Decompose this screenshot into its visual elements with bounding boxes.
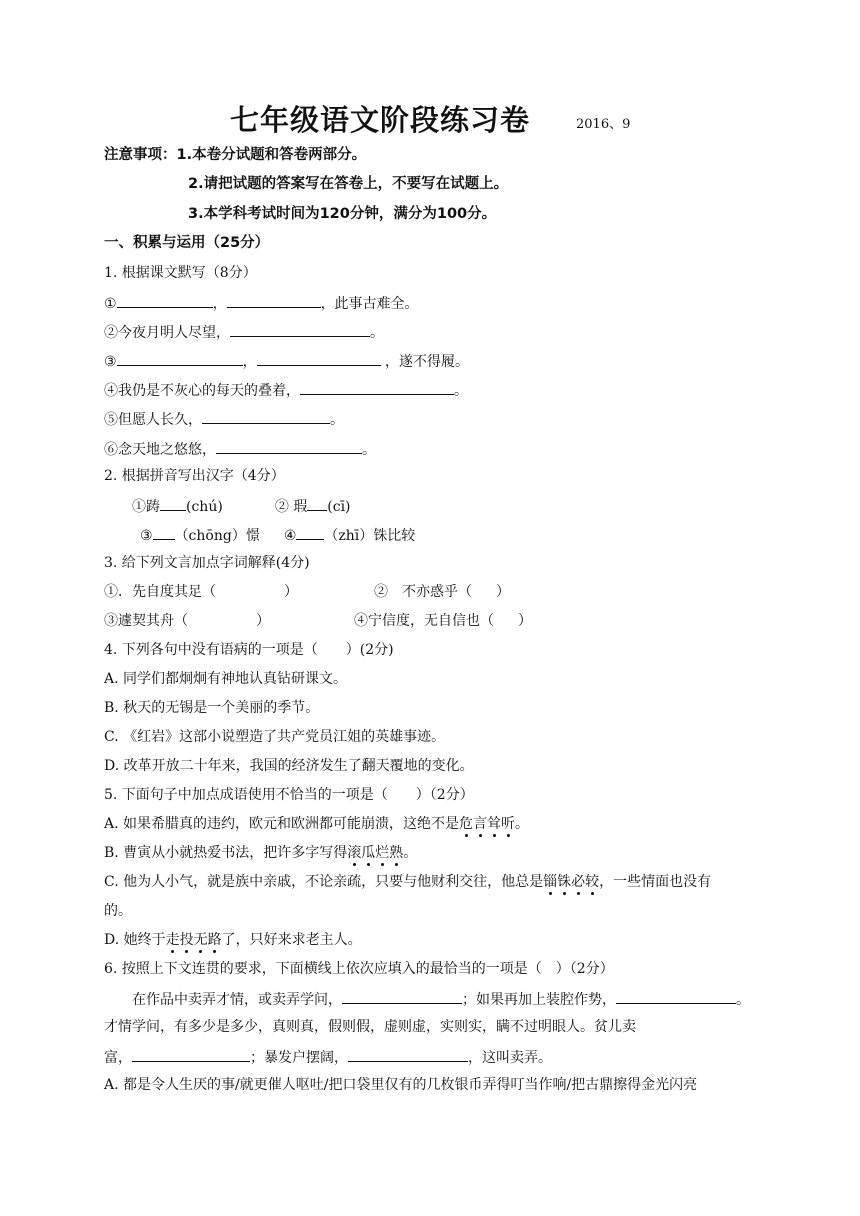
- question-6-title: 6. 按照上下文连贯的要求，下面横线上依次应填入的最恰当的一项是（ ）（2分）: [104, 961, 614, 977]
- dotted-idiom: [166, 932, 222, 948]
- question-6-passage: [104, 1047, 552, 1067]
- text-fragment: 。: [330, 412, 344, 428]
- question-4-option: B. 秋天的无锡是一个美丽的季节。: [104, 700, 320, 716]
- question-1-line: [104, 351, 469, 371]
- text-fragment: 。: [362, 442, 376, 458]
- notes-line-1: [104, 146, 366, 164]
- dotted-idiom: [347, 845, 403, 861]
- answer-blank[interactable]: [342, 989, 462, 1004]
- text-fragment: ①．先自度其足（: [104, 584, 216, 600]
- answer-blank[interactable]: [227, 293, 321, 308]
- answer-blank[interactable]: [153, 525, 175, 540]
- text-fragment: （chōng）憬: [174, 528, 260, 544]
- question-6-passage: 才情学问，有多少是多少，真则真，假则假，虚则虚，实则实，瞒不过明眼人。贫儿卖: [104, 1019, 636, 1035]
- dotted-char: 言: [473, 816, 488, 832]
- dotted-char: 必: [571, 874, 586, 890]
- text-fragment: （zhī）铢比较: [324, 528, 416, 544]
- text-fragment: ，: [242, 354, 257, 370]
- answer-blank[interactable]: [296, 525, 324, 540]
- text-fragment: ⑥念天地之悠悠，: [104, 442, 216, 458]
- text-fragment: 富，: [104, 1050, 132, 1066]
- question-1-line: [104, 293, 419, 313]
- text-fragment: 了，只好来求老主人。: [221, 932, 362, 948]
- text-fragment: ，: [212, 296, 227, 312]
- answer-blank[interactable]: [216, 439, 362, 454]
- text-fragment: ；如果再加上装腔作势，: [462, 992, 616, 1008]
- question-6-passage: [132, 989, 750, 1009]
- dotted-char: 听: [501, 816, 516, 832]
- question-2-line: [140, 525, 415, 545]
- text-fragment: C. 他为人小气，就是族中亲戚，不论亲疏，只要与他财利交往，他总是: [104, 874, 544, 890]
- dotted-char: 锱: [543, 874, 558, 890]
- dotted-char: 走: [165, 932, 180, 948]
- question-5-option: [104, 931, 362, 949]
- text-fragment: ）: [284, 584, 298, 600]
- exam-date: 2016、9: [576, 117, 631, 132]
- answer-blank[interactable]: [616, 989, 736, 1004]
- note-item: 3.本学科考试时间为120分钟，满分为100分。: [188, 206, 497, 222]
- text-fragment: ，此事古难全。: [320, 296, 419, 312]
- question-1-line: [104, 409, 344, 429]
- dotted-char: 危: [459, 816, 474, 832]
- answer-blank[interactable]: [257, 351, 381, 366]
- notes-label: 注意事项：: [104, 147, 177, 163]
- text-fragment: ；暴发户摆阔，: [250, 1050, 348, 1066]
- answer-blank[interactable]: [348, 1047, 468, 1062]
- text-fragment: 。: [370, 325, 384, 341]
- exam-title: 七年级语文阶段练习卷: [230, 103, 531, 137]
- question-1-line: [104, 322, 384, 342]
- question-4-option: D. 改革开放二十年来，我国的经济发生了翻天覆地的变化。: [104, 758, 474, 774]
- text-fragment: 。: [515, 816, 530, 832]
- answer-blank[interactable]: [160, 496, 186, 511]
- text-fragment: ，遂不得履。: [380, 354, 470, 370]
- dotted-idiom: [459, 816, 515, 832]
- dotted-char: 烂: [375, 845, 390, 861]
- question-3-line: [104, 583, 510, 601]
- text-fragment: ⑤但愿人长久，: [104, 412, 202, 428]
- dotted-char: 瓜: [361, 845, 376, 861]
- question-4-option: A. 同学们都炯炯有神地认真钻研课文。: [104, 671, 348, 687]
- answer-blank[interactable]: [307, 496, 327, 511]
- question-1-line: [104, 439, 376, 459]
- dotted-char: 铢: [557, 874, 572, 890]
- answer-blank[interactable]: [230, 322, 370, 337]
- answer-blank[interactable]: [202, 409, 330, 424]
- text-fragment: (chú): [186, 499, 223, 515]
- text-fragment: ②今夜月明人尽望，: [104, 325, 230, 341]
- dotted-idiom: [543, 874, 599, 890]
- text-fragment: ② 不亦惑乎（: [374, 584, 472, 600]
- text-fragment: 。: [454, 383, 468, 399]
- question-2-title: 2. 根据拼音写出汉字（4分）: [104, 468, 285, 484]
- text-fragment: ，一些情面也没有: [599, 874, 712, 890]
- dotted-char: 投: [179, 932, 194, 948]
- text-fragment: ①: [104, 296, 117, 312]
- text-fragment: ④: [283, 528, 297, 544]
- text-fragment: 在作品中卖弄才情，或卖弄学问，: [132, 992, 342, 1008]
- question-5-option: [104, 815, 529, 833]
- dotted-char: 较: [585, 874, 600, 890]
- text-fragment: 。: [736, 992, 750, 1008]
- question-5-continuation: 的。: [104, 903, 132, 919]
- text-fragment: ④宁信度，无自信也（: [354, 613, 494, 629]
- question-4-title: 4. 下列各句中没有语病的一项是（ ）(2分): [104, 642, 394, 658]
- question-5-option: [104, 873, 711, 891]
- text-fragment: 。: [403, 845, 418, 861]
- text-fragment: ③: [104, 354, 117, 370]
- text-fragment: ③: [140, 528, 153, 544]
- question-2-line: [132, 496, 351, 516]
- answer-blank[interactable]: [117, 293, 213, 308]
- text-fragment: B. 曹寅从小就热爱书法，把许多字写得: [104, 845, 348, 861]
- text-fragment: ）: [496, 584, 510, 600]
- dotted-char: 路: [207, 932, 222, 948]
- dotted-char: 耸: [487, 816, 502, 832]
- section-heading: 一、积累与运用（25分）: [104, 235, 270, 251]
- dotted-char: 滚: [347, 845, 362, 861]
- text-fragment: D. 她终于: [104, 932, 166, 948]
- question-3-line: [104, 612, 532, 630]
- text-fragment: ② 瑕: [274, 499, 308, 515]
- text-fragment: ④我仍是不灰心的每天的叠着，: [104, 383, 300, 399]
- question-5-title: 5. 下面句子中加点成语使用不恰当的一项是（ ）（2分）: [104, 787, 474, 803]
- question-6-option: A. 都是令人生厌的事/就更催人呕吐/把口袋里仅有的几枚银币弄得叮当作响/把古鼎擦得金光闪亮: [104, 1077, 698, 1093]
- answer-blank[interactable]: [117, 351, 243, 366]
- question-1-line: [104, 380, 468, 400]
- note-item: 2.请把试题的答案写在答卷上，不要写在试题上。: [188, 176, 509, 192]
- question-4-option: C. 《红岩》这部小说塑造了共产党员江姐的英雄事迹。: [104, 729, 446, 745]
- text-fragment: ）: [518, 613, 532, 629]
- note-item: 1.本卷分试题和答卷两部分。: [176, 147, 367, 163]
- dotted-char: 无: [193, 932, 208, 948]
- text-fragment: ，这叫卖弄。: [468, 1050, 552, 1066]
- text-fragment: A. 如果希腊真的违约，欧元和欧洲都可能崩溃，这绝不是: [104, 816, 460, 832]
- text-fragment: ①踌: [132, 499, 160, 515]
- answer-blank[interactable]: [132, 1047, 250, 1062]
- question-3-title: 3. 给下列文言加点字词解释(4分): [104, 555, 310, 571]
- text-fragment: ）: [256, 613, 270, 629]
- question-1-title: 1. 根据课文默写（8分）: [104, 265, 257, 281]
- text-fragment: ③遽契其舟（: [104, 613, 188, 629]
- dotted-char: 熟: [389, 845, 404, 861]
- text-fragment: (cī): [327, 499, 351, 515]
- answer-blank[interactable]: [300, 380, 454, 395]
- question-5-option: [104, 844, 417, 862]
